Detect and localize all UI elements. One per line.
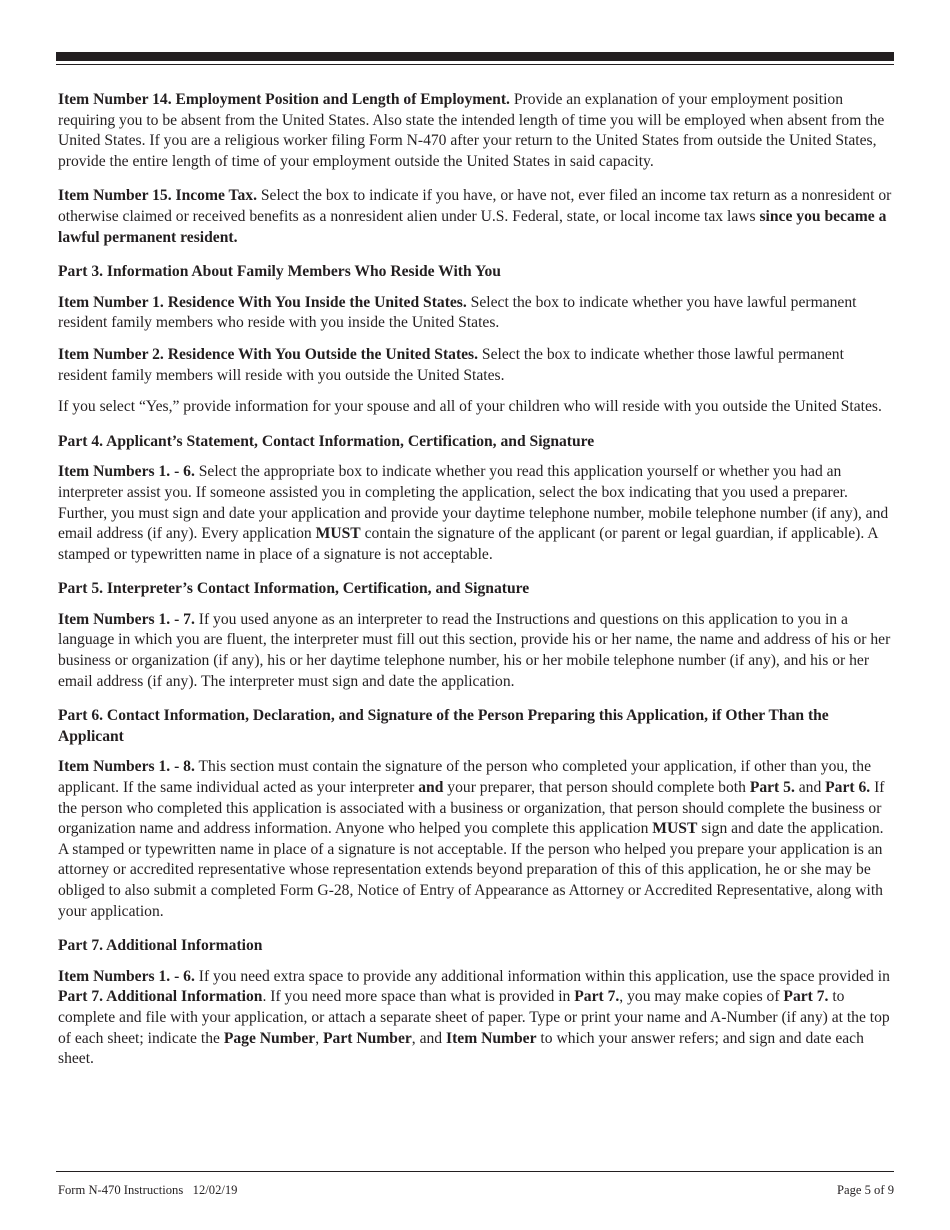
part-6-paragraph: Item Numbers 1. - 8. This section must contain the signature of the person who completed your application, if other than you, the applicant. If the same individual acted as your interpreter and your preparer, that person should complete both Part 5. and Part 6. If the person who completed this application is associated with a business or organization, that person should complete the business or organization name and address information. Anyone who helped you complete this application MUST sign and date the application. A stamped or typewritten name in place of a signature is not acceptable. If the person who helped you prepare your application is an attorney or accredited representative whose representation extends beyond preparation of this of this application, he or she may be obliged to also submit a completed Form G-28, Notice of Entry of Appearance as Attorney or Accredited Representative, along with your application. [58, 758, 885, 920]
part-7-paragraph: Item Numbers 1. - 6. If you need extra space to provide any additional information within this application, use the space provided in Part 7. Additional Information. If you need more space than what is provided in Part 7., you may make copies of Part 7. to complete and file with your application, or attach a separate sheet of paper. Type or print your name and A-Number (if any) at the top of each sheet; indicate the Page Number, Part Number, and Item Number to which your answer refers; and sign and date each sheet. [58, 967, 890, 1068]
part-3-heading: Part 3. Information About Family Members Who Reside With You [58, 263, 501, 281]
footer-page-number: Page 5 of 9 [836, 1183, 894, 1197]
part-6-items-heading: Item Numbers 1. - 8. [58, 758, 195, 776]
item-14-heading: Item Number 14. Employment Position and Length of Employment. [58, 91, 510, 108]
part-4-items-heading: Item Numbers 1. - 6. [58, 463, 195, 481]
part-3-note: If you select “Yes,” provide information for your spouse and all of your children who will reside with you outside the United States. [58, 398, 882, 416]
page-content [58, 90, 894, 1070]
header-rule-thin [56, 64, 894, 65]
part-3-item-1-paragraph [58, 293, 894, 334]
item-14-paragraph [58, 90, 894, 172]
part-3-item-2-heading: Item Number 2. Residence With You Outside the United States. [58, 345, 479, 363]
part-5-paragraph: Item Numbers 1. - 7. If you used anyone as an interpreter to read the Instructions and questions on this application to you in a language in which you are fluent, the interpreter must fill out this section, provide his or her name, the name and address of his or her business or organization (if any), his or her daytime telephone number, his or her mobile telephone number (if any), and his or her email address (if any). The interpreter must sign and date the application. [58, 610, 891, 690]
part-6-heading: Part 6. Contact Information, Declaration, and Signature of the Person Preparing this Application, if Other Than the Applicant [58, 707, 829, 745]
item-14-text: Provide an explanation of your employment position requiring you to be absent from the United States. Also state the intended length of time you will be employed when absent from the United States. If you are a religious worker filing Form N-470 after your return to the United States from outside the United States, provide the entire length of time of your employment outside the United States in said capacity. [58, 91, 885, 170]
item-15-text: Select the box to indicate if you have, or have not, ever filed an income tax return as a nonresident or otherwise claimed or received benefits as a nonresident alien under U.S. Federal, state, or local income tax laws [58, 187, 892, 225]
part-4-paragraph: Item Numbers 1. - 6. Select the appropriate box to indicate whether you read this application yourself or whether you had an interpreter assist you. If someone assisted you in completing the application, select the box indicating that you used a preparer. Further, you must sign and date your application and provide your daytime telephone number, mobile telephone number (if any), and email address (if any). Every application MUST contain the signature of the applicant (or parent or legal guardian, if applicable). A stamped or typewritten name in place of a signature is not acceptable. [58, 463, 889, 563]
part-7-heading: Part 7. Additional Information [58, 937, 263, 955]
footer-rule [56, 1171, 894, 1172]
part-7-items-heading: Item Numbers 1. - 6. [58, 967, 195, 985]
item-15-emphasis: since you became a lawful permanent resident. [58, 207, 887, 246]
part-3-item-2-paragraph [58, 345, 894, 386]
page-footer [58, 1183, 894, 1198]
part-3-item-1-text: Select the box to indicate whether you have lawful permanent resident family members who reside with you inside the United States. [58, 293, 857, 332]
footer-form-label: Form N-470 Instructions 12/02/19 [58, 1183, 238, 1197]
part-3-item-2-text: Select the box to indicate whether those lawful permanent resident family members will reside with you outside the United States. [58, 345, 844, 384]
part-5-items-heading: Item Numbers 1. - 7. [58, 610, 195, 628]
item-15-heading: Item Number 15. Income Tax. [58, 187, 257, 205]
part-3-item-1-heading: Item Number 1. Residence With You Inside the United States. [58, 293, 467, 311]
header-rule-thick [56, 52, 894, 61]
item-15-paragraph [58, 186, 894, 248]
part-5-heading: Part 5. Interpreter’s Contact Information, Certification, and Signature [58, 580, 530, 598]
part-4-heading: Part 4. Applicant’s Statement, Contact Information, Certification, and Signature [58, 432, 595, 450]
